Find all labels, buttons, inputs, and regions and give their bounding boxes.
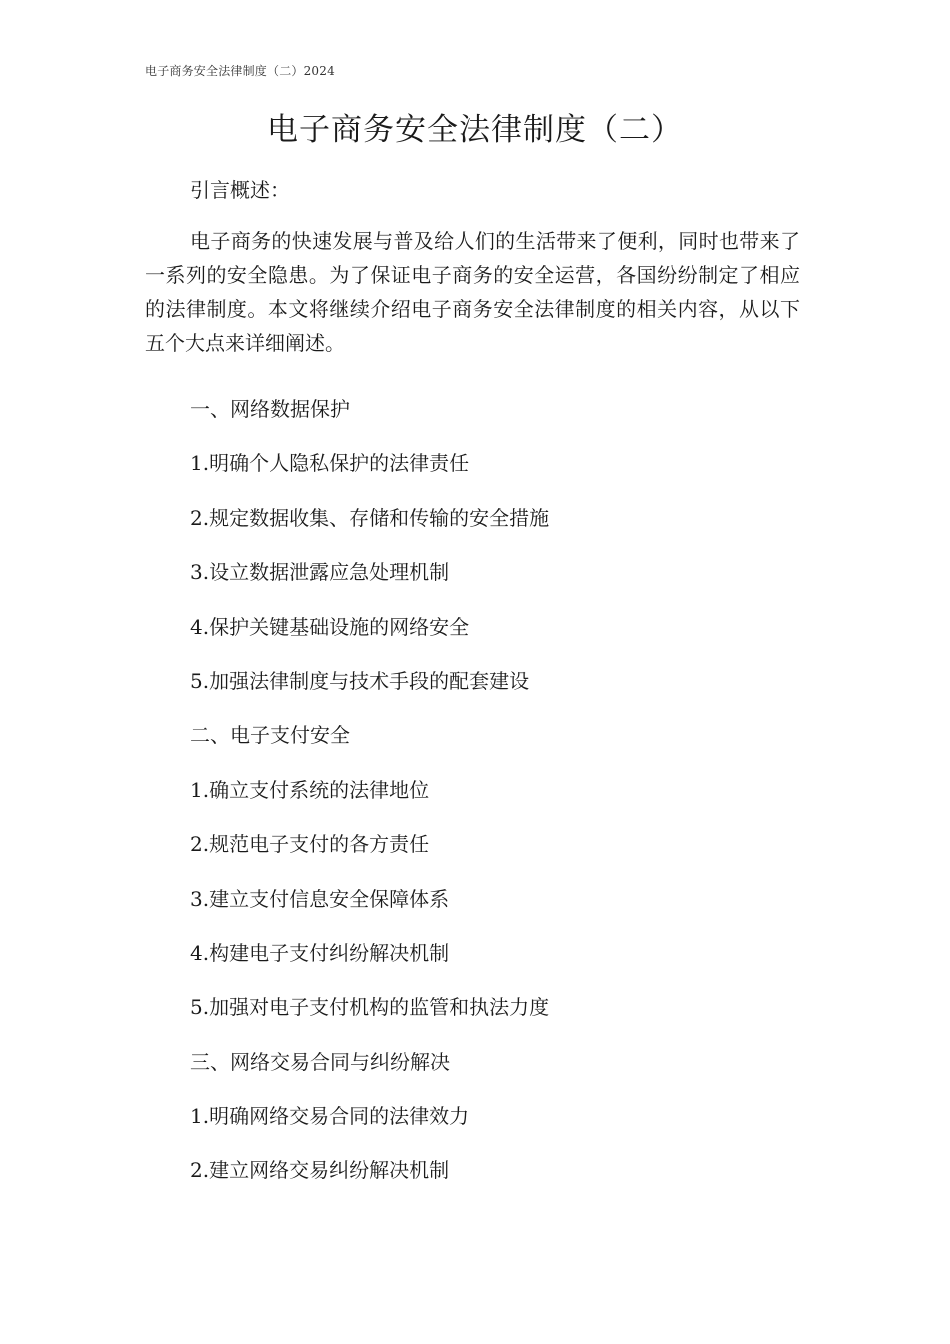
document-title: 电子商务安全法律制度（二） [267,112,683,148]
intro-paragraph: 电子商务的快速发展与普及给人们的生活带来了便利，同时也带来了一系列的安全隐患。为了保证电子商务的安全运营，各国纷纷制定了相应的法律制度。本文将继续介绍电子商务安全法律制度的相关内容，从以下五个大点来详细阐述。 [145,229,800,355]
outline-list [190,394,549,1210]
outline-item: 4.保护关键基础设施的网络安全 [190,614,470,639]
section-heading-3: 三、网络交易合同与纠纷解决 [190,1049,450,1074]
outline-item: 1.明确网络交易合同的法律效力 [190,1104,470,1129]
section-heading-2: 二、电子支付安全 [190,723,350,748]
outline-item: 2.建立网络交易纠纷解决机制 [190,1158,450,1183]
section-heading-1: 一、网络数据保护 [190,397,350,421]
running-header: 电子商务安全法律制度（二）2024 [145,64,335,78]
outline-item: 2.规定数据收集、存储和传输的安全措施 [190,505,550,530]
intro-label: 引言概述： [190,178,290,202]
outline-item: 2.规范电子支付的各方责任 [190,832,430,857]
outline-item: 5.加强法律制度与技术手段的配套建设 [190,668,530,693]
outline-item: 3.设立数据泄露应急处理机制 [190,560,450,585]
outline-item: 1.确立支付系统的法律地位 [190,777,430,802]
outline-item: 3.建立支付信息安全保障体系 [190,886,450,911]
outline-item: 1.明确个人隐私保护的法律责任 [190,451,470,476]
outline-item: 5.加强对电子支付机构的监管和执法力度 [190,995,550,1020]
outline-item: 4.构建电子支付纠纷解决机制 [190,940,450,965]
